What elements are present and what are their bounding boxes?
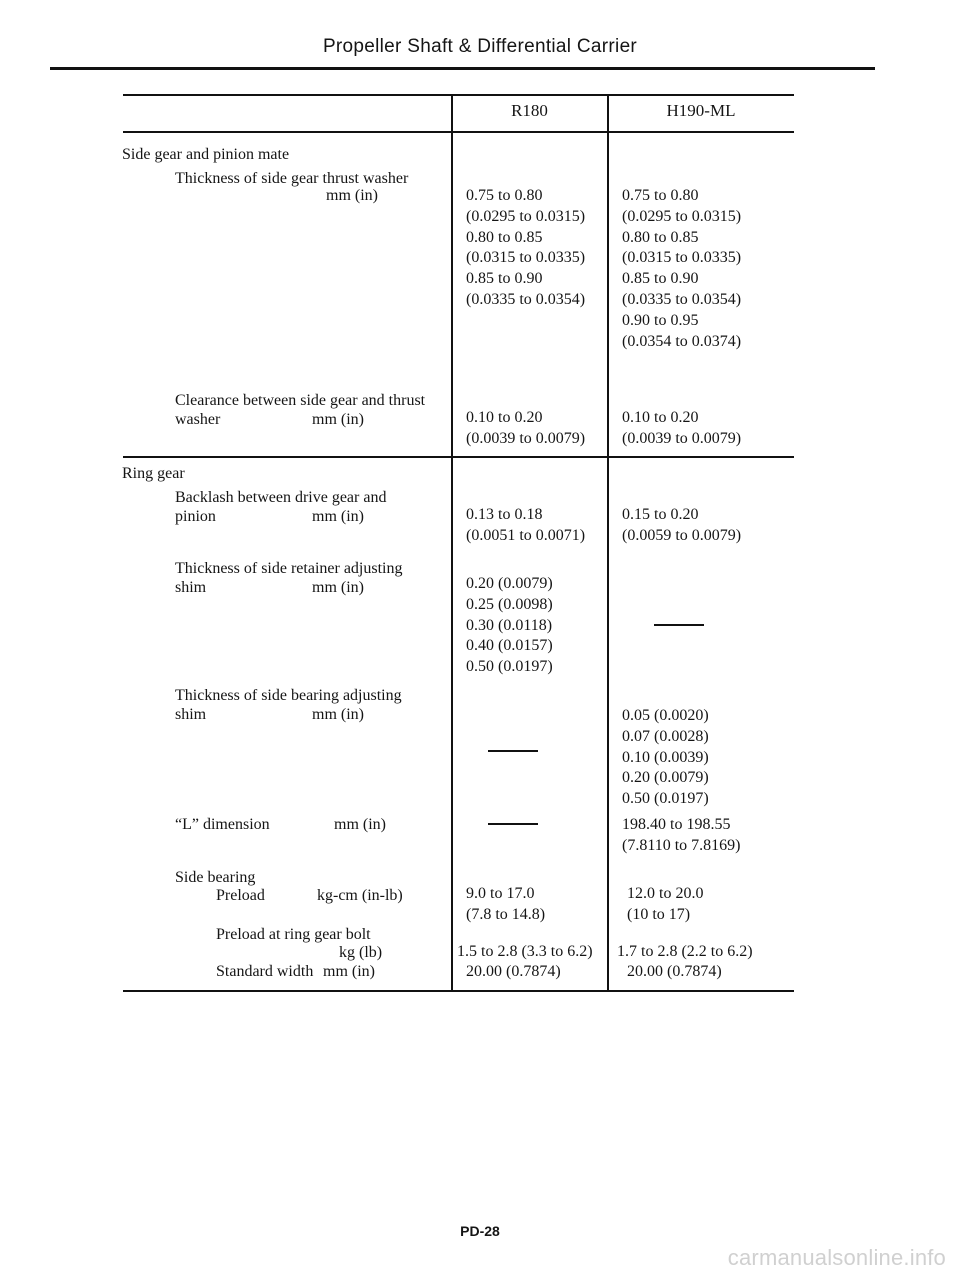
value-line: (0.0315 to 0.0335) (622, 249, 742, 267)
r180-retainer-shim-values (466, 574, 553, 678)
h190-clearance-values (622, 408, 741, 450)
value-line: 0.85 to 0.90 (622, 270, 699, 288)
value-line: 0.30 (0.0118) (466, 616, 553, 634)
label-l-dimension: “L” dimension (175, 816, 270, 833)
unit-backlash: mm (in) (312, 508, 364, 525)
value-line: 0.50 (0.0197) (466, 658, 553, 676)
value-line: 0.07 (0.0028) (622, 727, 709, 745)
value-line: (0.0051 to 0.0071) (466, 526, 586, 544)
r180-preload-ring-value: 1.5 to 2.8 (3.3 to 6.2) (457, 943, 593, 960)
value-line: 0.10 to 0.20 (622, 409, 699, 426)
value-line: 0.80 to 0.85 (466, 228, 543, 246)
r180-thrust-washer-values (466, 186, 585, 311)
value-line: (0.0335 to 0.0354) (622, 290, 742, 308)
label-bearing-shim-2: shim (175, 706, 207, 723)
value-line: 0.85 to 0.90 (466, 270, 543, 288)
value-line: 0.25 (0.0098) (466, 595, 553, 613)
value-line: (10 to 17) (627, 905, 691, 923)
value-line: (0.0295 to 0.0315) (622, 207, 742, 225)
h190-preload-ring-value: 1.7 to 2.8 (2.2 to 6.2) (617, 943, 753, 960)
label-standard-width: Standard width (216, 963, 314, 980)
value-line: (0.0039 to 0.0079) (466, 429, 586, 447)
unit-retainer-shim: mm (in) (312, 579, 364, 596)
value-line: (0.0354 to 0.0374) (622, 332, 742, 350)
table-bottom-rule (123, 990, 794, 992)
unit-bearing-shim: mm (in) (312, 706, 364, 723)
value-line: (0.0059 to 0.0079) (622, 526, 742, 544)
page-number: PD-28 (460, 1223, 500, 1239)
value-line: (0.0295 to 0.0315) (466, 207, 586, 225)
h190-retainer-shim-not-applicable (654, 624, 704, 626)
label-preload-ring: Preload at ring gear bolt (216, 926, 371, 943)
h190-backlash-values (622, 505, 741, 547)
value-line: 198.40 to 198.55 (622, 816, 731, 833)
watermark-text: carmanualsonline.info (727, 1245, 946, 1270)
value-line: 0.75 to 0.80 (622, 187, 699, 204)
value-line: (7.8 to 14.8) (466, 905, 546, 923)
column-header-h190ml: H190-ML (666, 101, 736, 120)
label-retainer-shim: Thickness of side retainer adjusting (175, 560, 403, 577)
value-line: (0.0039 to 0.0079) (622, 429, 742, 447)
page-header-title: Propeller Shaft & Differential Carrier (322, 36, 638, 57)
label-preload: Preload (216, 887, 265, 904)
r180-l-dimension-not-applicable (488, 823, 538, 825)
value-line: 0.20 (0.0079) (466, 575, 553, 592)
section-ring-gear: Ring gear (122, 465, 185, 482)
section-side-gear: Side gear and pinion mate (122, 146, 290, 163)
column-divider-2 (607, 94, 609, 991)
value-line: 0.80 to 0.85 (622, 228, 699, 246)
unit-preload-ring: kg (lb) (339, 944, 383, 961)
h190-standard-width-value: 20.00 (0.7874) (627, 963, 722, 980)
value-line: 0.90 to 0.95 (622, 311, 699, 329)
label-retainer-shim-2: shim (175, 579, 207, 596)
label-bearing-shim: Thickness of side bearing adjusting (175, 687, 402, 704)
column-head-rule (123, 131, 794, 133)
value-line: 0.75 to 0.80 (466, 187, 543, 204)
unit-standard-width: mm (in) (323, 963, 375, 980)
label-thrust-washer: Thickness of side gear thrust washer (175, 170, 409, 187)
column-header-r180: R180 (511, 101, 548, 120)
value-line: (0.0315 to 0.0335) (466, 249, 586, 267)
value-line: (7.8110 to 7.8169) (622, 836, 741, 854)
h190-preload-values (627, 884, 703, 926)
label-clearance: Clearance between side gear and thrust (175, 392, 426, 409)
h190-l-dimension-values (622, 815, 741, 857)
label-side-bearing: Side bearing (175, 869, 256, 886)
value-line: 0.10 to 0.20 (466, 409, 543, 426)
value-line: (0.0335 to 0.0354) (466, 290, 586, 308)
r180-bearing-shim-not-applicable (488, 750, 538, 752)
label-backlash: Backlash between drive gear and (175, 489, 387, 506)
label-clearance-2: washer (175, 411, 221, 428)
value-line: 12.0 to 20.0 (627, 885, 704, 902)
value-line: 0.05 (0.0020) (622, 707, 709, 724)
value-line: 0.15 to 0.20 (622, 506, 699, 523)
label-backlash-2: pinion (175, 508, 216, 525)
column-divider-1 (451, 94, 453, 991)
value-line: 0.50 (0.0197) (622, 790, 709, 808)
ring-gear-separator (123, 456, 794, 458)
value-line: 0.13 to 0.18 (466, 506, 543, 523)
value-line: 0.40 (0.0157) (466, 637, 553, 655)
unit-clearance: mm (in) (312, 411, 364, 428)
value-line: 0.20 (0.0079) (622, 769, 709, 787)
h190-bearing-shim-values (622, 706, 709, 810)
r180-standard-width-value: 20.00 (0.7874) (466, 963, 561, 980)
table-top-rule (123, 94, 794, 96)
header-rule (50, 67, 875, 70)
unit-preload: kg-cm (in-lb) (317, 887, 403, 904)
value-line: 9.0 to 17.0 (466, 885, 535, 902)
r180-clearance-values (466, 408, 585, 450)
h190-thrust-washer-values (622, 186, 741, 352)
unit-l-dimension: mm (in) (334, 816, 386, 833)
value-line: 0.10 (0.0039) (622, 748, 709, 766)
unit-thrust-washer: mm (in) (326, 187, 378, 204)
r180-backlash-values (466, 505, 585, 547)
r180-preload-values (466, 884, 545, 926)
